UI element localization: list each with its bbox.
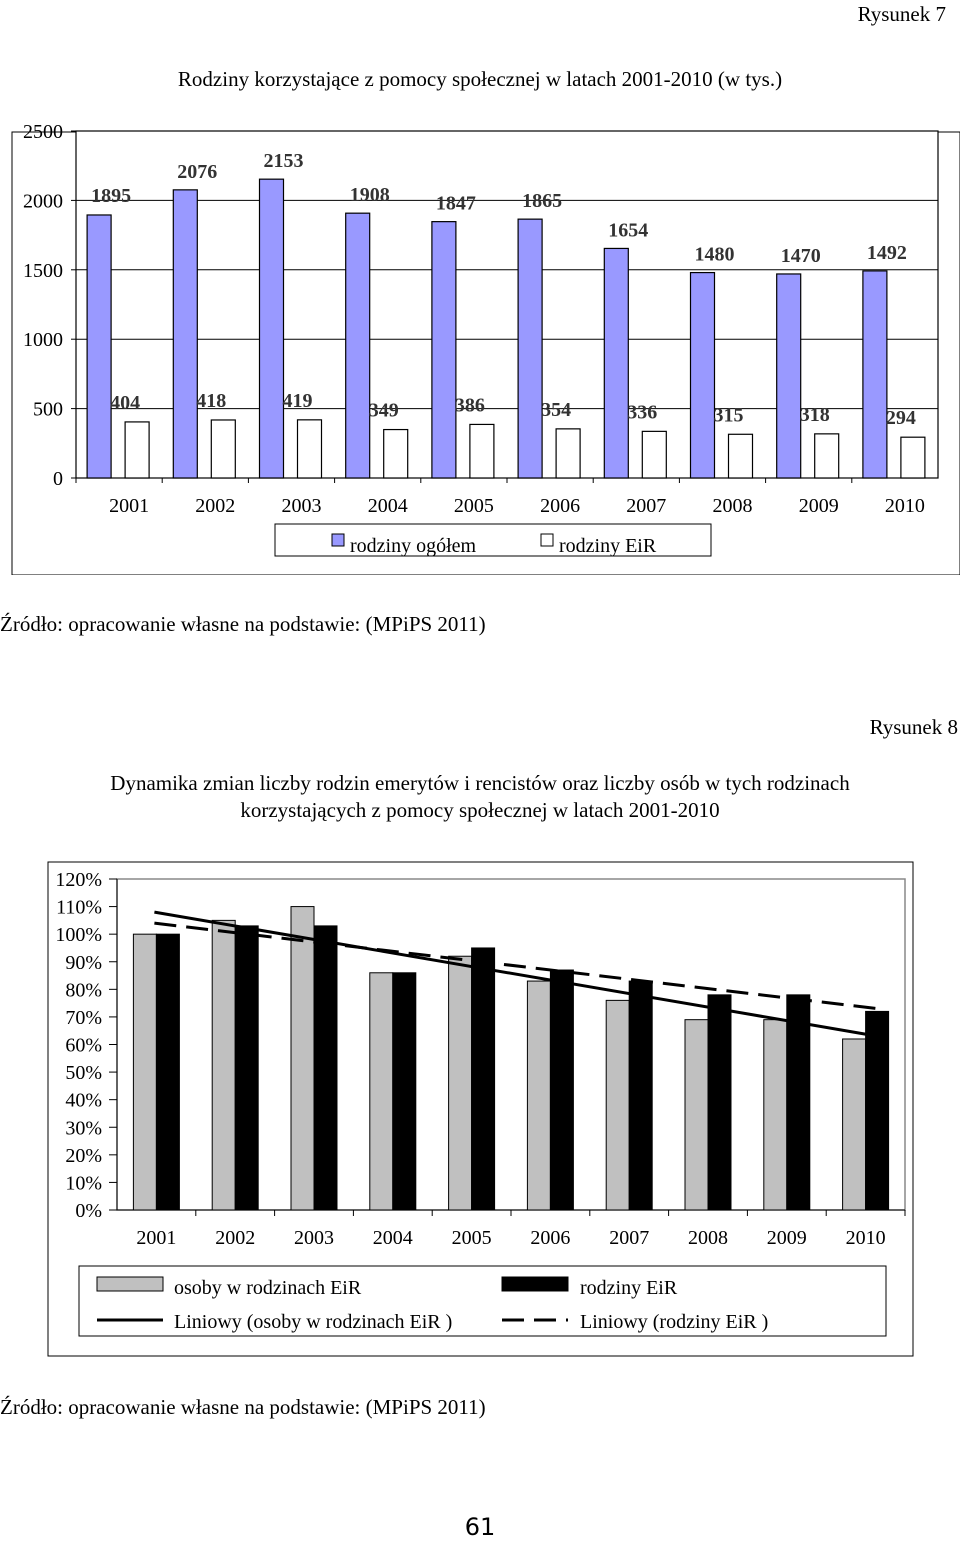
chart-1-y-tick-label: 0 <box>53 468 63 490</box>
chart-1-axes <box>12 121 960 575</box>
chart-1-bar-eir <box>642 431 666 478</box>
chart-2-x-tick-label: 2006 <box>530 1227 571 1249</box>
chart-2-bar-families <box>708 995 731 1210</box>
chart-1-data-label-total: 1847 <box>435 192 476 215</box>
figure-2-source: Źródło: opracowanie własne na podstawie: (MPiPS 2011) <box>0 1395 486 1419</box>
chart-2-x-tick-label: 2009 <box>766 1227 807 1249</box>
chart-1-legend <box>275 524 711 557</box>
chart-2-bar-families <box>550 970 573 1210</box>
chart-2-x-tick-label: 2005 <box>451 1227 492 1249</box>
chart-1-data-label-total: 1908 <box>349 184 390 207</box>
chart-1-data-label-eir: 318 <box>799 403 830 426</box>
figure-1-source: Źródło: opracowanie własne na podstawie: (MPiPS 2011) <box>0 612 486 636</box>
chart-1-plot-area <box>76 131 938 478</box>
chart-1-legend-swatch-eir <box>541 534 553 546</box>
chart-1-bar-total <box>777 274 801 478</box>
chart-1-bar-total <box>691 273 715 478</box>
chart-2-bar-families <box>629 981 652 1210</box>
chart-1-x-tick-label: 2007 <box>626 495 667 517</box>
chart-2-bar-persons <box>606 1000 629 1210</box>
chart-2-y-tick-label: 50% <box>65 1062 102 1085</box>
chart-1-x-tick-label: 2008 <box>712 495 753 517</box>
chart-2-bar-families <box>156 934 179 1210</box>
chart-1-data-label-total: 1865 <box>522 190 563 213</box>
chart-1-bar-eir <box>125 422 149 478</box>
chart-2 <box>0 860 960 1360</box>
chart-2-bar-families <box>393 973 416 1210</box>
chart-1-bar-eir <box>298 420 322 478</box>
chart-1-data-label-total: 1470 <box>780 244 821 267</box>
chart-1-data-label-eir: 386 <box>454 394 485 417</box>
chart-2-bar-persons <box>843 1039 866 1210</box>
figure-2-label: Rysunek 8 <box>869 715 958 739</box>
chart-1 <box>0 110 960 575</box>
chart-2-legend-label-persons: osoby w rodzinach EiR <box>174 1277 362 1299</box>
chart-1-x-tick-label: 2004 <box>367 495 408 517</box>
chart-1-x-tick-label: 2009 <box>798 495 839 517</box>
chart-1-data-label-eir: 404 <box>110 391 141 414</box>
chart-2-y-tick-label: 30% <box>65 1117 102 1140</box>
chart-1-data-label-total: 1492 <box>866 241 907 264</box>
chart-1-bar-total <box>863 271 887 478</box>
chart-1-y-tick-label: 500 <box>33 398 63 421</box>
chart-1-x-tick-label: 2001 <box>109 495 150 517</box>
chart-1-y-tick-label: 2500 <box>23 121 63 143</box>
chart-1-data-label-total: 1895 <box>91 184 132 207</box>
chart-1-data-label-eir: 354 <box>541 398 572 421</box>
chart-1-bar-eir <box>556 429 580 478</box>
chart-2-bar-persons <box>212 920 235 1210</box>
chart-2-y-tick-label: 110% <box>56 896 102 919</box>
chart-1-y-tick-label: 1000 <box>23 329 63 352</box>
figure-1-label: Rysunek 7 <box>857 2 946 26</box>
chart-1-bar-total <box>260 179 284 478</box>
page-number: 61 <box>464 1513 496 1541</box>
chart-2-bar-persons <box>527 981 550 1210</box>
chart-1-bar-eir <box>901 437 925 478</box>
chart-2-y-tick-label: 90% <box>65 951 102 974</box>
chart-2-x-tick-label: 2001 <box>136 1227 177 1249</box>
chart-2-bar-persons <box>764 1020 787 1210</box>
chart-2-bar-families <box>866 1011 889 1210</box>
chart-2-y-tick-label: 0% <box>75 1200 102 1222</box>
figure-2-title-line1: Dynamika zmian liczby rodzin emerytów i rencistów oraz liczby osób w tych rodzinach <box>110 771 850 795</box>
chart-1-data-label-eir: 294 <box>885 407 916 430</box>
chart-2-x-tick-label: 2008 <box>688 1227 728 1249</box>
chart-2-legend-label-trend-persons: Liniowy (osoby w rodzinach EiR ) <box>174 1311 453 1333</box>
chart-2-y-tick-label: 120% <box>55 869 102 891</box>
chart-1-x-tick-label: 2006 <box>540 495 581 517</box>
chart-1-y-tick-label: 1500 <box>23 259 63 282</box>
chart-1-bar-eir <box>470 424 494 478</box>
chart-2-x-tick-label: 2010 <box>845 1227 886 1249</box>
chart-2-y-tick-label: 10% <box>65 1172 102 1195</box>
chart-1-data-label-eir: 336 <box>627 401 658 424</box>
chart-2-bar-families <box>314 926 337 1210</box>
chart-2-bar-families <box>472 948 495 1210</box>
chart-1-data-label-eir: 315 <box>713 404 744 427</box>
chart-2-y-tick-label: 100% <box>55 924 102 947</box>
chart-2-x-tick-label: 2002 <box>215 1227 256 1249</box>
chart-1-bar-total <box>346 213 370 478</box>
chart-1-x-tick-label: 2005 <box>453 495 494 517</box>
chart-1-bar-eir <box>729 434 753 478</box>
chart-1-bar-eir <box>384 430 408 478</box>
chart-2-legend-swatch-persons <box>97 1277 163 1291</box>
chart-1-data-label-eir: 419 <box>282 389 313 412</box>
chart-2-bar-families <box>787 995 810 1210</box>
chart-2-x-tick-label: 2003 <box>294 1227 334 1249</box>
chart-1-y-tick-label: 2000 <box>23 190 63 213</box>
chart-2-legend-label-trend-families: Liniowy (rodziny EiR ) <box>580 1311 769 1333</box>
chart-2-legend-label-families: rodziny EiR <box>580 1277 678 1299</box>
chart-1-bar-total <box>432 222 456 478</box>
chart-2-y-tick-label: 70% <box>65 1006 102 1029</box>
chart-1-data-label-total: 1480 <box>694 243 735 266</box>
chart-1-legend-swatch-total <box>332 534 344 546</box>
chart-2-legend <box>79 1266 886 1336</box>
figure-1-title: Rodziny korzystające z pomocy społecznej w latach 2001-2010 (w tys.) <box>177 67 783 91</box>
chart-2-y-tick-label: 60% <box>65 1034 102 1057</box>
chart-1-bar-eir <box>211 420 235 478</box>
chart-2-y-tick-label: 20% <box>65 1144 102 1167</box>
chart-2-x-tick-label: 2007 <box>609 1227 650 1249</box>
chart-1-data-label-total: 2076 <box>177 160 218 183</box>
chart-1-bar-total <box>518 219 542 478</box>
chart-2-bar-persons <box>449 956 472 1210</box>
chart-1-x-tick-label: 2010 <box>884 495 925 517</box>
chart-1-bar-total <box>173 190 197 478</box>
chart-2-y-tick-label: 40% <box>65 1089 102 1112</box>
chart-1-data-label-total: 2153 <box>263 150 304 173</box>
chart-1-bar-eir <box>815 434 839 478</box>
chart-2-x-tick-label: 2004 <box>372 1227 413 1249</box>
chart-1-x-tick-label: 2003 <box>281 495 322 517</box>
chart-2-bar-persons <box>370 973 393 1210</box>
chart-1-data-label-eir: 418 <box>196 389 227 412</box>
chart-1-data-label-eir: 349 <box>368 399 399 422</box>
chart-1-legend-label-eir: rodziny EiR <box>559 535 657 557</box>
chart-2-y-tick-label: 80% <box>65 979 102 1002</box>
chart-2-bar-persons <box>685 1020 708 1210</box>
chart-2-bar-persons <box>133 934 156 1210</box>
chart-2-bar-persons <box>291 907 314 1210</box>
chart-2-legend-swatch-families <box>502 1277 568 1291</box>
figure-2-title-line2: korzystających z pomocy społecznej w latach 2001-2010 <box>240 798 720 822</box>
chart-1-data-label-total: 1654 <box>608 219 649 242</box>
chart-1-bar-total <box>604 248 628 478</box>
chart-1-bar-total <box>87 215 111 478</box>
chart-1-x-tick-label: 2002 <box>195 495 236 517</box>
chart-2-bar-families <box>235 926 258 1210</box>
chart-1-legend-label-total: rodziny ogółem <box>350 535 477 557</box>
